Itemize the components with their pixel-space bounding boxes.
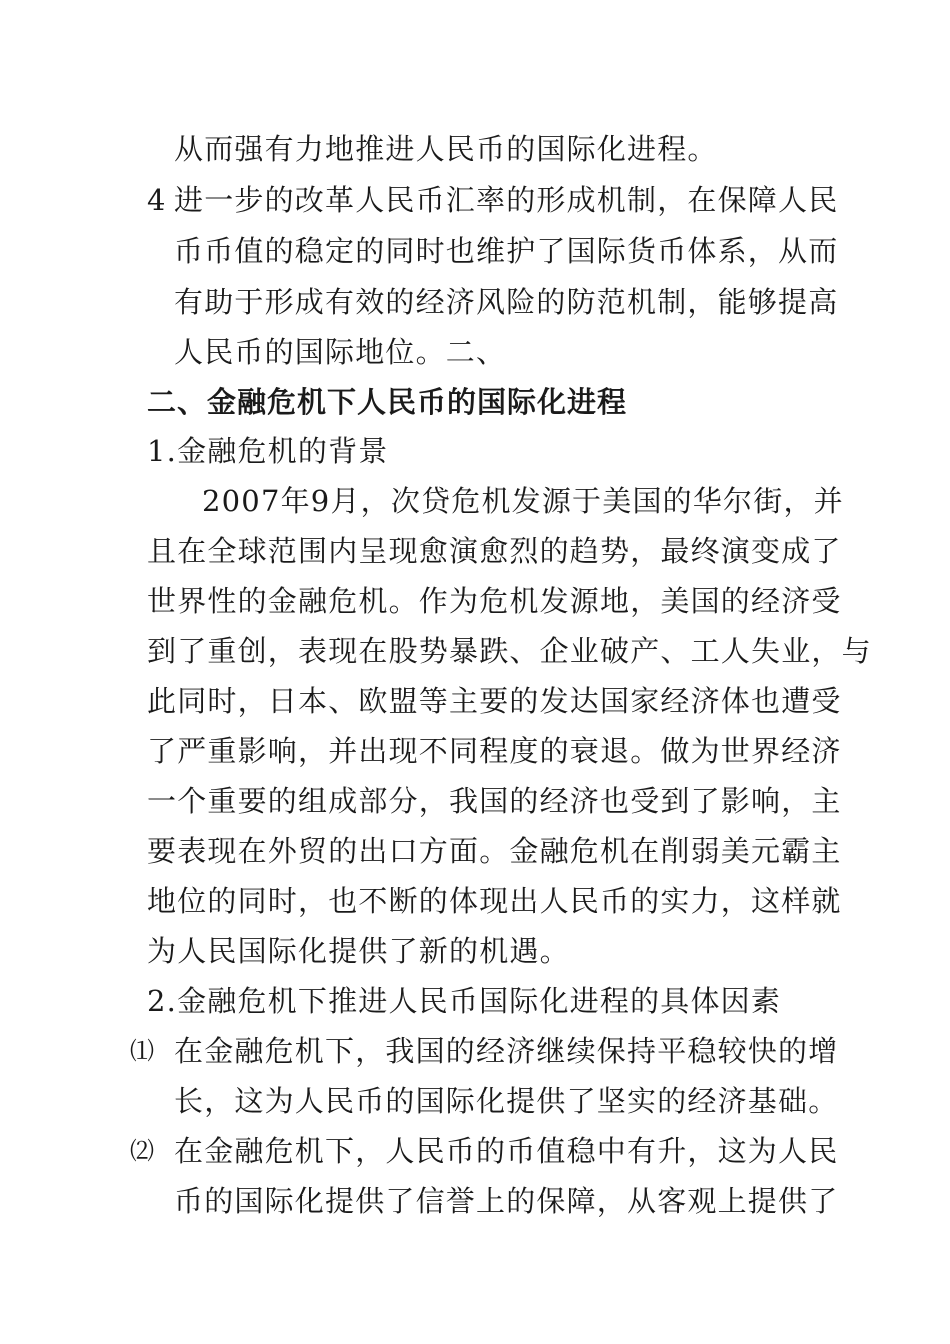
- paragraph-line: 到了重创，表现在股势暴跌、企业破产、工人失业，与: [147, 634, 872, 668]
- paragraph-line: 且在全球范围内呈现愈演愈烈的趋势，最终演变成了: [147, 534, 842, 568]
- section-heading: 二、金融危机下人民币的国际化进程: [147, 385, 628, 419]
- item4-line: 币币值的稳定的同时也维护了国际货币体系，从而: [174, 234, 839, 268]
- factor1-marker: ⑴: [130, 1037, 154, 1065]
- item4-line: 有助于形成有效的经济风险的防范机制，能够提高: [174, 285, 839, 319]
- factor2-line: 币的国际化提供了信誉上的保障，从客观上提供了: [174, 1184, 839, 1218]
- item4-line: 人民币的国际地位。二、: [174, 335, 507, 369]
- subsection-2-title: 2.金融危机下推进人民币国际化进程的具体因素: [147, 984, 782, 1018]
- paragraph-line: 2007年9月，次贷危机发源于美国的华尔街，并: [202, 484, 844, 518]
- subsection-1-title: 1.金融危机的背景: [147, 434, 389, 468]
- paragraph-line: 一个重要的组成部分，我国的经济也受到了影响，主: [147, 784, 842, 818]
- factor2-marker: ⑵: [130, 1137, 154, 1165]
- paragraph-line: 了严重影响，并出现不同程度的衰退。做为世界经济: [147, 734, 842, 768]
- paragraph-line: 世界性的金融危机。作为危机发源地，美国的经济受: [147, 584, 842, 618]
- item3-tail-line: 从而强有力地推进人民币的国际化进程。: [174, 132, 718, 166]
- paragraph-line: 要表现在外贸的出口方面。金融危机在削弱美元霸主: [147, 834, 842, 868]
- paragraph-line: 此同时，日本、欧盟等主要的发达国家经济体也遭受: [147, 684, 842, 718]
- factor1-line: 在金融危机下，我国的经济继续保持平稳较快的增: [174, 1034, 839, 1068]
- paragraph-line: 地位的同时，也不断的体现出人民币的实力，这样就: [147, 884, 842, 918]
- factor2-line: 在金融危机下，人民币的币值稳中有升，这为人民: [174, 1134, 839, 1168]
- factor1-line: 长，这为人民币的国际化提供了坚实的经济基础。: [174, 1084, 839, 1118]
- paragraph-line: 为人民国际化提供了新的机遇。: [147, 934, 570, 968]
- item4-line: 进一步的改革人民币汇率的形成机制，在保障人民: [174, 183, 839, 217]
- item4-marker: 4: [147, 183, 167, 217]
